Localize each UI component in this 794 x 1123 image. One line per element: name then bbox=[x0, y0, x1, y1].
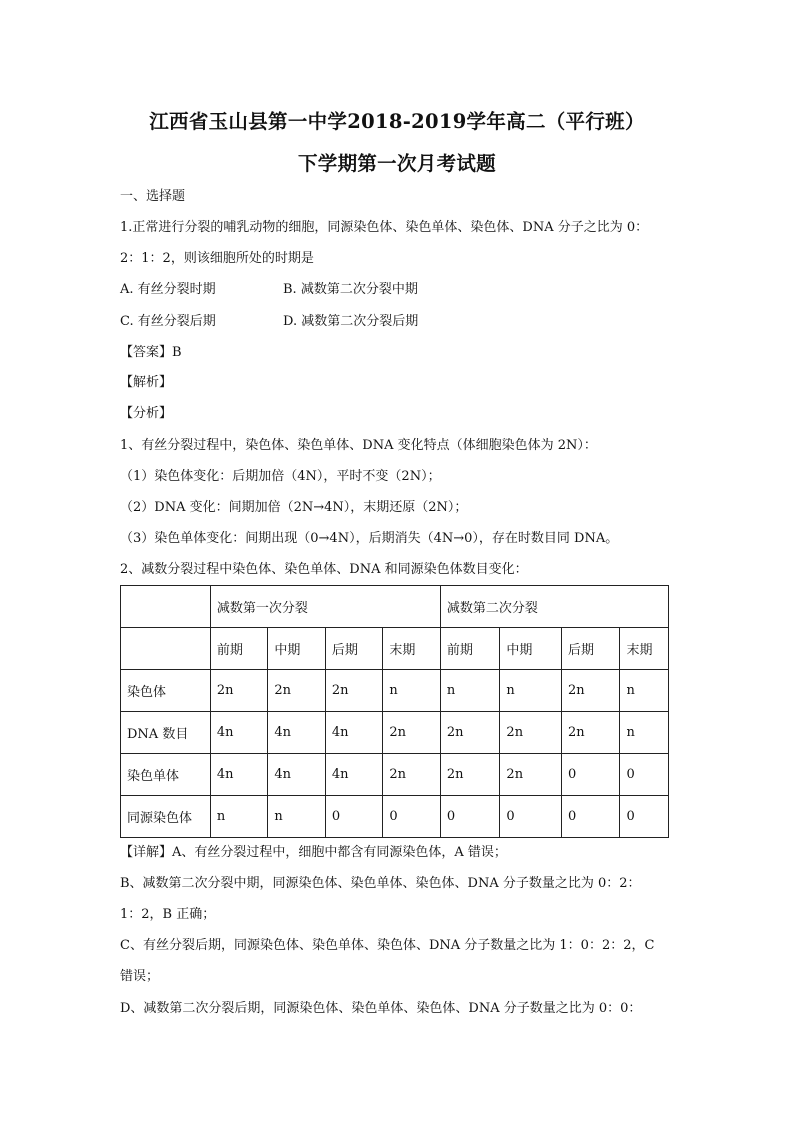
option-c: C. 有丝分裂后期 bbox=[120, 314, 216, 329]
table-cell: n bbox=[620, 670, 669, 712]
table-cell: 4n bbox=[210, 712, 268, 754]
table-corner-cell bbox=[121, 586, 211, 628]
detail-line-b2: 1：2，B 正确； bbox=[120, 907, 216, 922]
table-group-header: 减数第二次分裂 bbox=[440, 586, 668, 628]
detail-line-a: 【详解】A、有丝分裂过程中，细胞中都含有同源染色体，A 错误； bbox=[120, 845, 507, 860]
table-cell: 2n bbox=[561, 712, 620, 754]
document-title-line-2: 下学期第一次月考试题 bbox=[297, 152, 496, 175]
table-row bbox=[121, 670, 669, 712]
table-cell: 0 bbox=[620, 796, 669, 838]
table-cell: 2n bbox=[268, 670, 326, 712]
table-cell bbox=[121, 628, 211, 670]
table-phase-header: 中期 bbox=[500, 628, 562, 670]
detail-line-c2: 错误； bbox=[120, 969, 160, 984]
table-cell: n bbox=[268, 796, 326, 838]
table-row-label: 染色体 bbox=[121, 670, 211, 712]
table-cell: 4n bbox=[210, 754, 268, 796]
table-cell: n bbox=[383, 670, 441, 712]
table-phase-header: 前期 bbox=[210, 628, 268, 670]
option-a: A. 有丝分裂时期 bbox=[120, 282, 216, 297]
table-cell: 0 bbox=[500, 796, 562, 838]
table-cell: n bbox=[620, 712, 669, 754]
table-cell: 4n bbox=[268, 754, 326, 796]
question-text-line-1: 1.正常进行分裂的哺乳动物的细胞，同源染色体、染色单体、染色体、DNA 分子之比为 0： bbox=[120, 220, 649, 235]
question-text-line-2: 2：1：2，则该细胞所处的时期是 bbox=[120, 251, 314, 266]
table-cell: 2n bbox=[500, 754, 562, 796]
option-d: D. 减数第二次分裂后期 bbox=[283, 314, 419, 329]
table-phase-header: 末期 bbox=[383, 628, 441, 670]
table-cell: 2n bbox=[383, 754, 441, 796]
table-phase-header: 后期 bbox=[325, 628, 383, 670]
table-cell: 2n bbox=[210, 670, 268, 712]
table-cell: n bbox=[500, 670, 562, 712]
fenxi-heading: 【分析】 bbox=[120, 406, 173, 421]
table-cell: 0 bbox=[561, 796, 620, 838]
table-cell: 4n bbox=[325, 712, 383, 754]
table-cell: 2n bbox=[440, 754, 500, 796]
table-cell: 2n bbox=[325, 670, 383, 712]
table-cell: 2n bbox=[383, 712, 441, 754]
detail-line-b1: B、减数第二次分裂中期，同源染色体、染色单体、染色体、DNA 分子数量之比为 0：2： bbox=[120, 876, 641, 891]
answer-line: 【答案】B bbox=[120, 345, 182, 360]
table-phase-header: 后期 bbox=[561, 628, 620, 670]
analysis-paragraph-1: 1、有丝分裂过程中，染色体、染色单体、DNA 变化特点（体细胞染色体为 2N）： bbox=[120, 438, 597, 453]
analysis-heading: 【解析】 bbox=[120, 375, 173, 390]
analysis-paragraph-2: 2、减数分裂过程中染色体、染色单体、DNA 和同源染色体数目变化： bbox=[120, 562, 528, 577]
option-b: B. 减数第二次分裂中期 bbox=[283, 282, 418, 297]
analysis-item-2: （2）DNA 变化：间期加倍（2N→4N），末期还原（2N）； bbox=[120, 500, 468, 515]
document-title-line-1: 江西省玉山县第一中学2018-2019学年高二（平行班） bbox=[149, 110, 645, 133]
table-cell: 0 bbox=[325, 796, 383, 838]
table-row-label: 染色单体 bbox=[121, 754, 211, 796]
table-cell: 0 bbox=[383, 796, 441, 838]
table-row-label: DNA 数目 bbox=[121, 712, 211, 754]
table-cell: n bbox=[440, 670, 500, 712]
table-row-label: 同源染色体 bbox=[121, 796, 211, 838]
table-header-row bbox=[121, 586, 669, 628]
table-cell: 0 bbox=[440, 796, 500, 838]
table-cell: 2n bbox=[561, 670, 620, 712]
table-row bbox=[121, 796, 669, 838]
table-cell: 4n bbox=[268, 712, 326, 754]
table-cell: 2n bbox=[440, 712, 500, 754]
section-heading: 一、选择题 bbox=[120, 189, 186, 204]
table-phase-header: 前期 bbox=[440, 628, 500, 670]
table-row bbox=[121, 712, 669, 754]
meiosis-table bbox=[120, 585, 669, 838]
analysis-item-3: （3）染色单体变化：间期出现（0→4N），后期消失（4N→0），存在时数目同 DNA。 bbox=[120, 531, 619, 546]
table-cell: 0 bbox=[561, 754, 620, 796]
table-cell: n bbox=[210, 796, 268, 838]
table-cell: 2n bbox=[500, 712, 562, 754]
table-cell: 4n bbox=[325, 754, 383, 796]
table-phase-header: 中期 bbox=[268, 628, 326, 670]
table-phase-row bbox=[121, 628, 669, 670]
analysis-item-1: （1）染色体变化：后期加倍（4N），平时不变（2N）； bbox=[120, 469, 441, 484]
detail-line-c1: C、有丝分裂后期，同源染色体、染色单体、染色体、DNA 分子数量之比为 1：0：2：2，C bbox=[120, 938, 655, 953]
detail-line-d1: D、减数第二次分裂后期，同源染色体、染色单体、染色体、DNA 分子数量之比为 0：0： bbox=[120, 1001, 642, 1016]
table-group-header: 减数第一次分裂 bbox=[210, 586, 440, 628]
table-cell: 0 bbox=[620, 754, 669, 796]
table-phase-header: 末期 bbox=[620, 628, 669, 670]
table-row bbox=[121, 754, 669, 796]
